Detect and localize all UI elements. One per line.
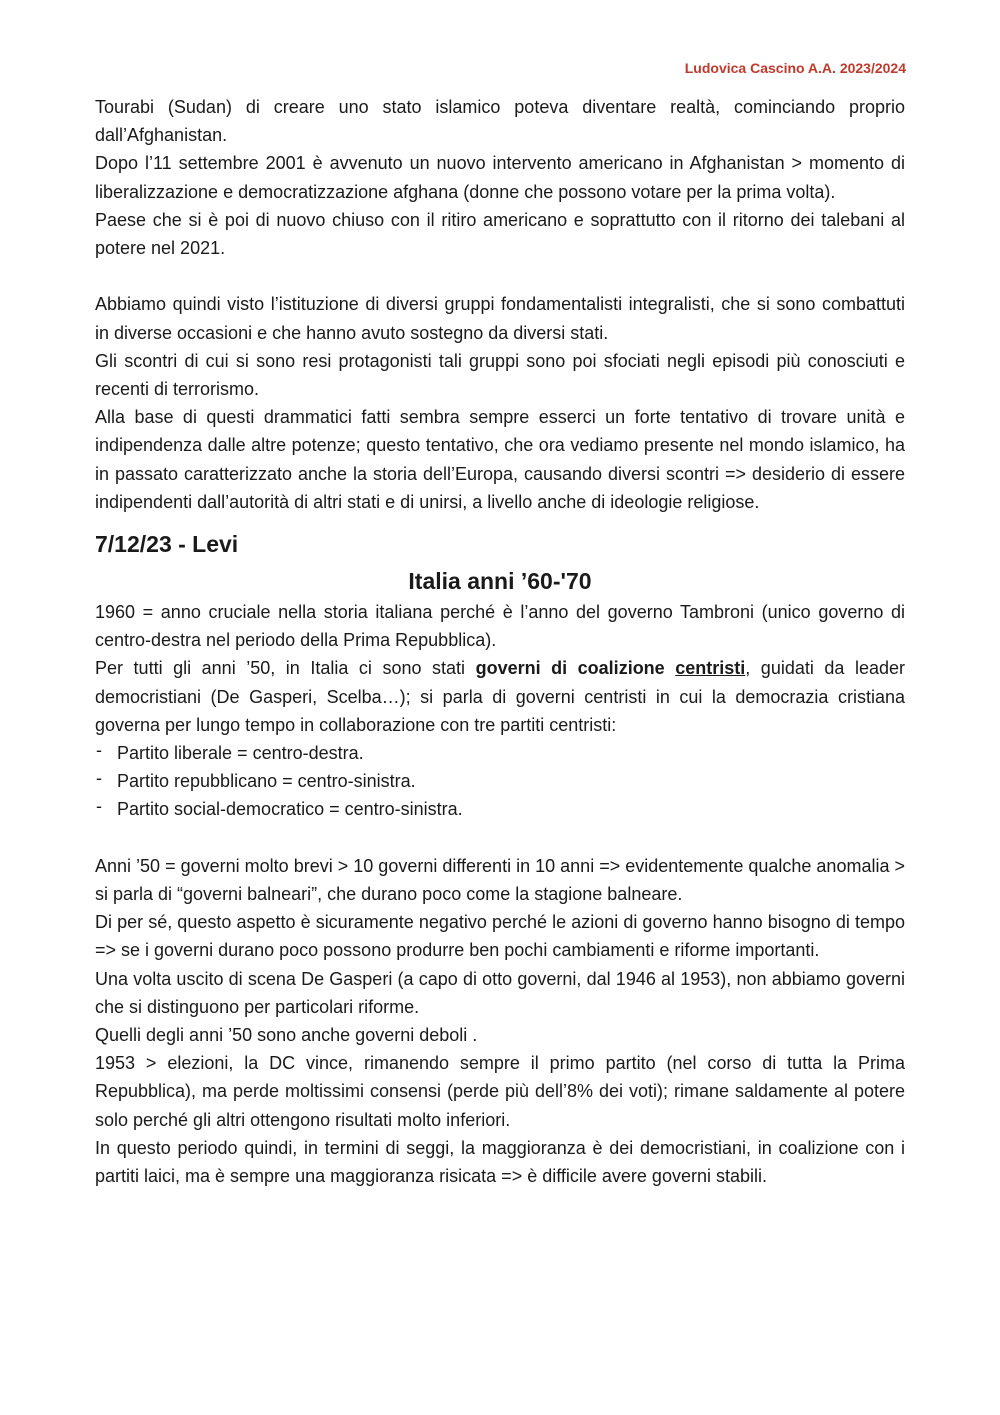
dash-bullet: - — [96, 768, 102, 789]
intro-paragraph: Dopo l’11 settembre 2001 è avvenuto un nuovo intervento americano in Afghanistan > momento di liberalizzazione e democratizzazione afghana (donne che possono votare per la prima volta). — [95, 153, 905, 202]
page-header-author: Ludovica Cascino A.A. 2023/2024 — [684, 60, 906, 76]
coalition-underlined-text: centristi — [675, 658, 746, 679]
paragraph-coalition — [95, 654, 905, 739]
lesson-date-heading: 7/12/23 - Levi — [95, 531, 239, 558]
dash-bullet: - — [96, 796, 102, 817]
summary-paragraph: Gli scontri di cui si sono resi protagonisti tali gruppi sono poi sfociati negli episodi più conosciuti e recenti di terrorismo. — [95, 350, 905, 400]
fifties-paragraph: Una volta uscito di scena De Gasperi (a capo di otto governi, dal 1946 al 1953), non abbiamo governi che si distinguono per particolari riforme. — [95, 968, 905, 1017]
fifties-paragraph: Anni ’50 = governi molto brevi > 10 governi differenti in 10 anni => evidentemente qualche anomalia > si parla di “governi balneari”, che durano poco come la stagione balneare. — [95, 855, 905, 905]
fifties-paragraph: 1953 > elezioni, la DC vince, rimanendo sempre il primo partito (nel corso di tutta la Prima Repubblica), ma perde moltissimi consensi (perde più dell’8% dei voti); rimane saldamente al potere solo perché gli altri ottengono risultati molto inferiori. — [95, 1053, 905, 1130]
fifties-paragraph: Quelli degli anni ’50 sono anche governi deboli . — [95, 1025, 478, 1046]
fifties-paragraph: In questo periodo quindi, in termini di seggi, la maggioranza è dei democristiani, in coalizione con i partiti laici, ma è sempre una maggioranza risicata => è difficile avere governi stabili. — [95, 1137, 905, 1187]
paragraph-1960: 1960 = anno cruciale nella storia italiana perché è l’anno del governo Tambroni (unico governo di centro-destra nel periodo della Prima Repubblica). — [95, 602, 905, 651]
summary-paragraph: Alla base di questi drammatici fatti sembra sempre esserci un forte tentativo di trovare unità e indipendenza dalle altre potenze; questo tentativo, che ora vediamo presente nel mondo islamico, ha in passato caratterizzato anche la storia dell’Europa, causando diversi scontri => desiderio di essere indipendenti dall’autorità di altri stati e di unirsi, a livello anche di ideologie religiose. — [95, 407, 905, 512]
dash-bullet: - — [96, 740, 102, 761]
list-item-text: Partito repubblicano = centro-sinistra. — [117, 771, 416, 792]
list-item-text: Partito liberale = centro-destra. — [117, 743, 364, 764]
list-item — [95, 795, 905, 823]
fifties-paragraph: Di per sé, questo aspetto è sicuramente negativo perché le azioni di governo hanno bisogno di tempo => se i governi durano poco possono produrre ben pochi cambiamenti e riforme importanti. — [95, 912, 905, 961]
list-item — [95, 767, 905, 795]
coalition-text-pre: Per tutti gli anni ’50, in Italia ci sono stati — [95, 658, 476, 679]
page-content — [95, 93, 905, 1190]
list-item — [95, 739, 905, 767]
parties-list — [95, 739, 905, 824]
coalition-text-post: , guidati da leader democristiani (De Gasperi, Scelba…); si parla di governi centristi in cui la democrazia cristiana governa per lungo tempo in collaborazione con tre partiti centristi: — [95, 658, 905, 735]
paragraph-spacer — [95, 262, 905, 290]
paragraph-spacer — [95, 824, 905, 852]
list-item-text: Partito social-democratico = centro-sinistra. — [117, 799, 463, 820]
coalition-bold-text: governi di coalizione — [475, 658, 676, 679]
summary-paragraph: Abbiamo quindi visto l’istituzione di diversi gruppi fondamentalisti integralisti, che si sono combattuti in diverse occasioni e che hanno avuto sostegno da diversi stati. — [95, 294, 905, 343]
intro-paragraph: Tourabi (Sudan) di creare uno stato islamico poteva diventare realtà, cominciando proprio dall’Afghanistan. — [95, 97, 905, 146]
intro-paragraph: Paese che si è poi di nuovo chiuso con il ritiro americano e soprattutto con il ritorno dei talebani al potere nel 2021. — [95, 209, 905, 259]
lesson-title: Italia anni ’60-'70 — [408, 568, 592, 595]
